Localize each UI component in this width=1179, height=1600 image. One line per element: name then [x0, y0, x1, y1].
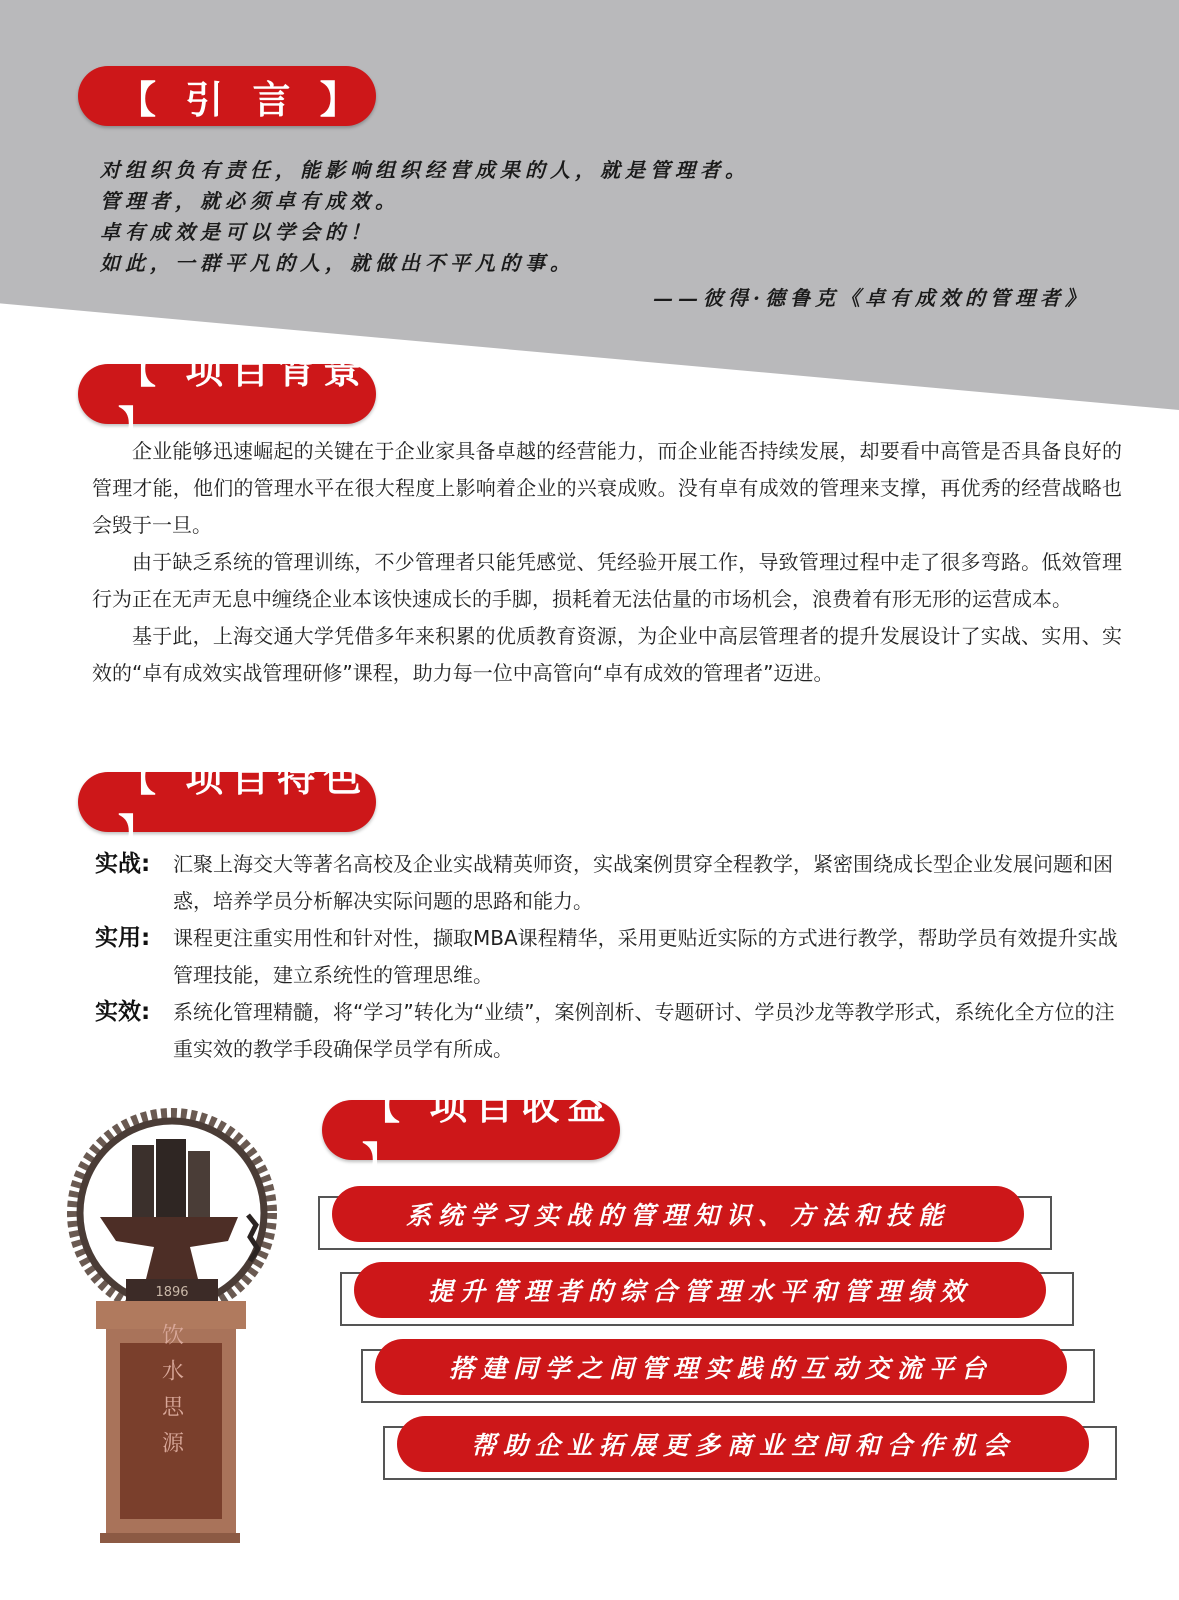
- quote-line: 管理者，就必须卓有成效。: [100, 189, 400, 213]
- feature-item: [95, 920, 1125, 994]
- feature-label: 实用:: [95, 925, 151, 951]
- features-list: [95, 846, 1125, 1068]
- intro-section-title: 【 引 言 】: [78, 66, 376, 126]
- benefit-label: 搭建同学之间管理实践的互动交流平台: [375, 1339, 1067, 1395]
- background-paragraph: 基于此，上海交通大学凭借多年来积累的优质教育资源，为企业中高层管理者的提升发展设计了实战、实用、实效的“卓有成效实战管理研修”课程，助力每一位中高管向“卓有成效的管理者”迈进。: [92, 624, 1122, 685]
- background-section-title: 【 项目背景 】: [78, 364, 376, 424]
- benefit-item: [397, 1416, 1089, 1472]
- quote-attribution: ——彼得·德鲁克《卓有成效的管理者》: [653, 286, 1090, 310]
- feature-text: 系统化管理精髓，将“学习”转化为“业绩”，案例剖析、专题研讨、学员沙龙等教学形式，系统化全方位的注重实效的教学手段确保学员学有所成。: [173, 1000, 1115, 1061]
- benefit-item: [375, 1339, 1067, 1395]
- feature-text: 课程更注重实用性和针对性，撷取MBA课程精华，采用更贴近实际的方式进行教学，帮助学员有效提升实战管理技能，建立系统性的管理思维。: [173, 926, 1118, 987]
- background-paragraph: 由于缺乏系统的管理训练，不少管理者只能凭感觉、凭经验开展工作，导致管理过程中走了很多弯路。低效管理行为正在无声无息中缠绕企业本该快速成长的手脚，损耗着无法估量的市场机会，浪费着有形无形的运营成本。: [92, 550, 1122, 611]
- monument-inscription: 饮水思源: [158, 1323, 184, 1467]
- benefit-label: 提升管理者的综合管理水平和管理绩效: [354, 1262, 1046, 1318]
- benefit-label: 系统学习实战的管理知识、方法和技能: [332, 1186, 1024, 1242]
- gear-anvil-monument-icon: [60, 1105, 310, 1545]
- benefit-item: [354, 1262, 1046, 1318]
- quote-line: 卓有成效是可以学会的！: [100, 220, 375, 244]
- features-section-title: 【 项目特色 】: [78, 772, 376, 832]
- background-paragraph: 企业能够迅速崛起的关键在于企业家具备卓越的经营能力，而企业能否持续发展，却要看中高管是否具备良好的管理才能，他们的管理水平在很大程度上影响着企业的兴衰成败。没有卓有成效的管理来支撑，再优秀的经营战略也会毁于一旦。: [92, 439, 1122, 537]
- background-text: [92, 433, 1122, 692]
- quote-line: 如此，一群平凡的人，就做出不平凡的事。: [100, 251, 575, 275]
- feature-item: [95, 994, 1125, 1068]
- monument-year: 1896: [155, 1285, 189, 1300]
- quote-line: 对组织负有责任，能影响组织经营成果的人，就是管理者。: [100, 158, 750, 182]
- feature-text: 汇聚上海交大等著名高校及企业实战精英师资，实战案例贯穿全程教学，紧密围绕成长型企业发展问题和困惑，培养学员分析解决实际问题的思路和能力。: [173, 852, 1113, 913]
- benefit-item: [332, 1186, 1024, 1242]
- feature-item: [95, 846, 1125, 920]
- drucker-quote: [100, 155, 1120, 314]
- feature-label: 实战:: [95, 851, 151, 877]
- feature-label: 实效:: [95, 999, 151, 1025]
- benefits-section-title: 【 项目收益 】: [322, 1100, 620, 1160]
- benefit-label: 帮助企业拓展更多商业空间和合作机会: [397, 1416, 1089, 1472]
